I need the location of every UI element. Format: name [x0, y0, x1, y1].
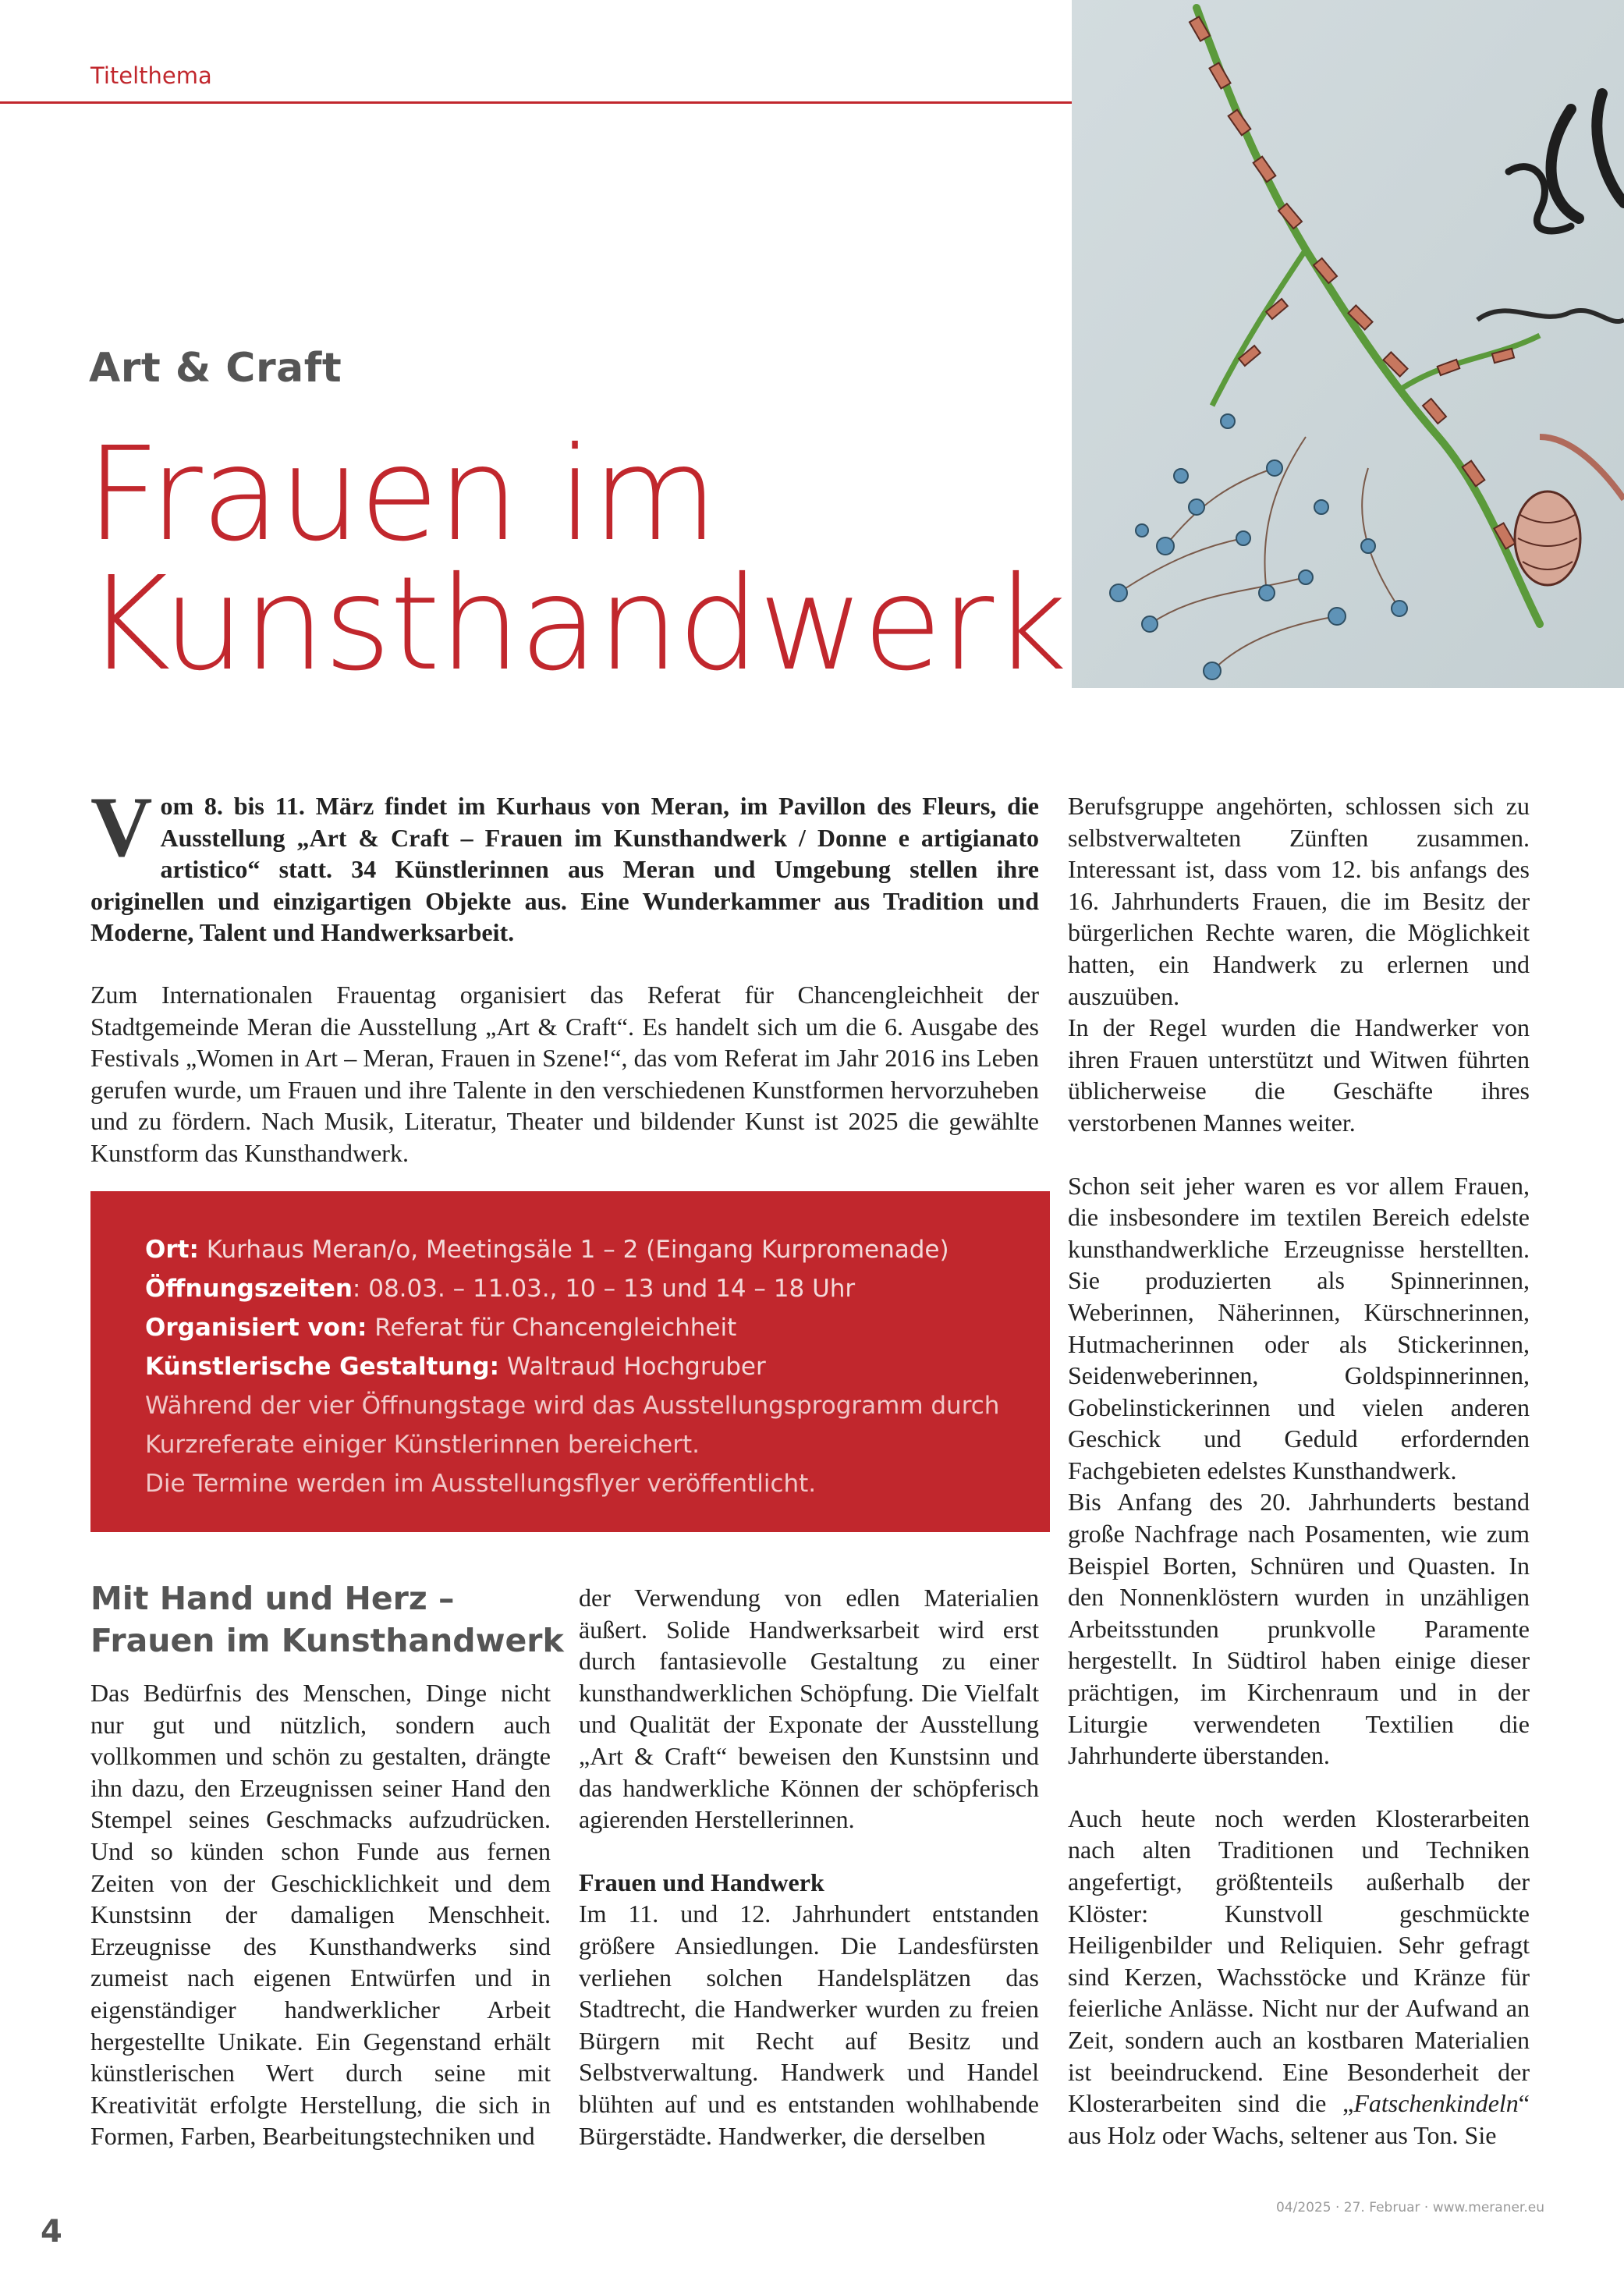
fatschenkindeln-term: Fatschenkindeln: [1353, 2089, 1519, 2118]
column-2-paragraph-2: Im 11. und 12. Jahrhundert entstanden größere Ansiedlungen. Die Landesfürsten verliehen solchen Handelsplätzen das Stadtrecht, die Handwerker wurden zu freien Bürgern mit Recht auf Besitz und Selbstverwaltung. Handwerk und Handel blühten auf und es entstanden wohlhabende Bürgerstädte. Handwerker, die derselben: [579, 1900, 1039, 2150]
info-design: [145, 1347, 995, 1386]
column-3-paragraph-5-part-b: “ aus Holz oder Wachs, seltener aus Ton. Sie: [1068, 2089, 1530, 2149]
info-location-label: Ort:: [145, 1236, 199, 1264]
info-organizer-value: Referat für Chancengleichheit: [367, 1314, 737, 1342]
intro-paragraph: Zum Internationalen Frauentag organisiert das Referat für Chancengleichheit der Stadtgemeinde Meran die Ausstellung „Art & Craft“. Es handelt sich um die 6. Ausgabe des Festivals „Women in Art – Meran, Frauen in Szene!“, das vom Referat im Jahr 2016 ins Leben gerufen wurde, um Frauen und ihre Talente in den verschiedenen Kunstformen hervorzuheben und zu fördern. Nach Musik, Literatur, Theater und bildender Kunst ist 2025 die gewählte Kunstform das Kunsthandwerk.: [90, 981, 1039, 1167]
info-hours-label: Öffnungszeiten: [145, 1275, 353, 1303]
lead-text: om 8. bis 11. März findet im Kurhaus von Meran, im Pavillon des Fleurs, die Ausstellung „Art & Craft – Frauen im Kunsthandwerk / Donne e artigianato artistico“ statt. 34 Künstlerinnen aus Meran und Umgebung stellen ihre originellen und einzigartigen Objekte aus. Eine Wunderkammer aus Tradition und Moderne, Talent und Handwerksarbeit.: [90, 792, 1039, 947]
headline-line-1: Frauen im: [86, 420, 717, 570]
column-3-paragraph-1: Berufsgruppe angehörten, schlossen sich zu selbstverwalteten Zünften zusammen. Interessant ist, dass vom 12. bis anfangs des 16. Jahrhunderts Frauen, die im Besitz der bürgerlichen Rechte waren, die Möglichkeit hatten, ein Handwerk zu erlernen und auszuüben.: [1068, 792, 1530, 1010]
header-rule: [0, 101, 1072, 104]
section-label: Titelthema: [90, 62, 212, 89]
article-illustration: [1072, 0, 1624, 688]
column-3-paragraph-5: [1068, 1803, 1530, 2152]
article-lead: [90, 779, 1039, 949]
info-note-line-2: Kurzreferate einiger Künstlerinnen bereichert.: [145, 1431, 700, 1459]
column-3-paragraph-5-part-a: Auch heute noch werden Klosterarbeiten nach alten Traditionen und Techniken angefertigt, größtenteils außerhalb der Klöster: Kunstvoll geschmückte Heiligenbilder und Reliquien. Sehr gefragt sind Kerzen, Wachsstöcke und Kränze für feierliche Anlässe. Nicht nur der Aufwand an Zeit, sondern auch an kostbaren Materialien ist beeindruckend. Eine Besonderheit der Klosterarbeiten sind die „: [1068, 1804, 1530, 2118]
info-organizer-label: Organisiert von:: [145, 1314, 367, 1342]
drop-cap: V: [90, 779, 153, 874]
info-hours: [145, 1269, 995, 1308]
paragraph-spacer: [1068, 1772, 1530, 1803]
column-3: [1068, 790, 1530, 2151]
article-headline: [86, 420, 1069, 700]
info-note-line-3: Die Termine werden im Ausstellungsflyer veröffentlicht.: [145, 1470, 817, 1498]
section-subheading: Mit Hand und Herz – Frauen im Kunsthandwerk: [90, 1580, 564, 1659]
page-number: 4: [41, 2214, 62, 2250]
article-kicker: Art & Craft: [89, 345, 342, 392]
column-3-paragraph-3: Schon seit jeher waren es vor allem Frauen, die insbesondere im textilen Bereich edelste kunsthandwerkliche Erzeugnisse herstellten. Sie produzierten als Spinnerinnen, Weberinnen, Näherinnen, Kürschnerinnen, Hutmacherinnen oder als Stickerinnen, Seidenweberinnen, Goldspinnerinnen, Gobelinstickerinnen und vielen anderen Geschick und Geduld erfordernden Fachgebieten edelstes Kunsthandwerk.: [1068, 1171, 1530, 1485]
paragraph-spacer: [1068, 1139, 1530, 1170]
event-info-box: [90, 1191, 1050, 1532]
paragraph-spacer: [579, 1836, 1039, 1867]
column-1-paragraph: Das Bedürfnis des Menschen, Dinge nicht nur gut und nützlich, sondern auch vollkommen und schön zu gestalten, drängte ihn dazu, den Erzeugnissen seiner Hand den Stempel seines Geschmacks aufzudrücken. Und so künden schon Funde aus fernen Zeiten von der Geschicklichkeit und dem Kunstsinn der damaligen Menschheit. Erzeugnisse des Kunsthandwerks sind zumeist nach eigenen Entwürfen und in eigenständiger handwerklicher Arbeit hergestellte Unikate. Ein Gegenstand erhält künstlerischen Wert durch seine mit Kreativität erfolgte Herstellung, die sich in Formen, Farben, Bearbeitungstechniken und: [90, 1679, 551, 2151]
headline-line-2: Kunsthandwerk: [86, 549, 1066, 700]
info-note-line-1: Während der vier Öffnungstage wird das Ausstellungsprogramm durch: [145, 1392, 1000, 1420]
info-location: [145, 1230, 995, 1269]
info-organizer: [145, 1308, 995, 1347]
column-2: [579, 1582, 1039, 2152]
info-hours-value: : 08.03. – 11.03., 10 – 13 und 14 – 18 Uhr: [352, 1275, 856, 1303]
footer-issue-info: 04/2025 · 27. Februar · www.meraner.eu: [1275, 2200, 1544, 2215]
column-3-paragraph-4: Bis Anfang des 20. Jahrhunderts bestand große Nachfrage nach Posamenten, wie zum Beispiel Borten, Schnüren und Quasten. In den Nonnenklöstern wurden in unzähligen Arbeitsstunden prunkvolle Paramente hergestellt. In Südtirol haben einige dieser prächtigen, im Kirchenraum und in der Liturgie verwendeten Textilien die Jahrhunderte überstanden.: [1068, 1488, 1530, 1770]
info-design-value: Waltraud Hochgruber: [499, 1353, 766, 1381]
column-3-paragraph-2: In der Regel wurden die Handwerker von ihren Frauen unterstützt und Witwen führten üblicherweise die Geschäfte ihres verstorbenen Mannes weiter.: [1068, 1013, 1530, 1137]
info-location-value: Kurhaus Meran/o, Meetingsäle 1 – 2 (Eingang Kurpromenade): [198, 1236, 949, 1264]
info-design-label: Künstlerische Gestaltung:: [145, 1353, 499, 1381]
column-2-paragraph-1: der Verwendung von edlen Materialien äußert. Solide Handwerksarbeit wird erst durch fantasievolle Gestaltung zu einer kunsthandwerklichen Schöpfung. Die Vielfalt und Qualität der Exponate der Ausstellung „Art & Craft“ beweisen den Kunstsinn und das handwerkliche Können der schöpferisch agierenden Herstellerinnen.: [579, 1584, 1039, 1834]
column-2-minihead: Frauen und Handwerk: [579, 1868, 824, 1896]
